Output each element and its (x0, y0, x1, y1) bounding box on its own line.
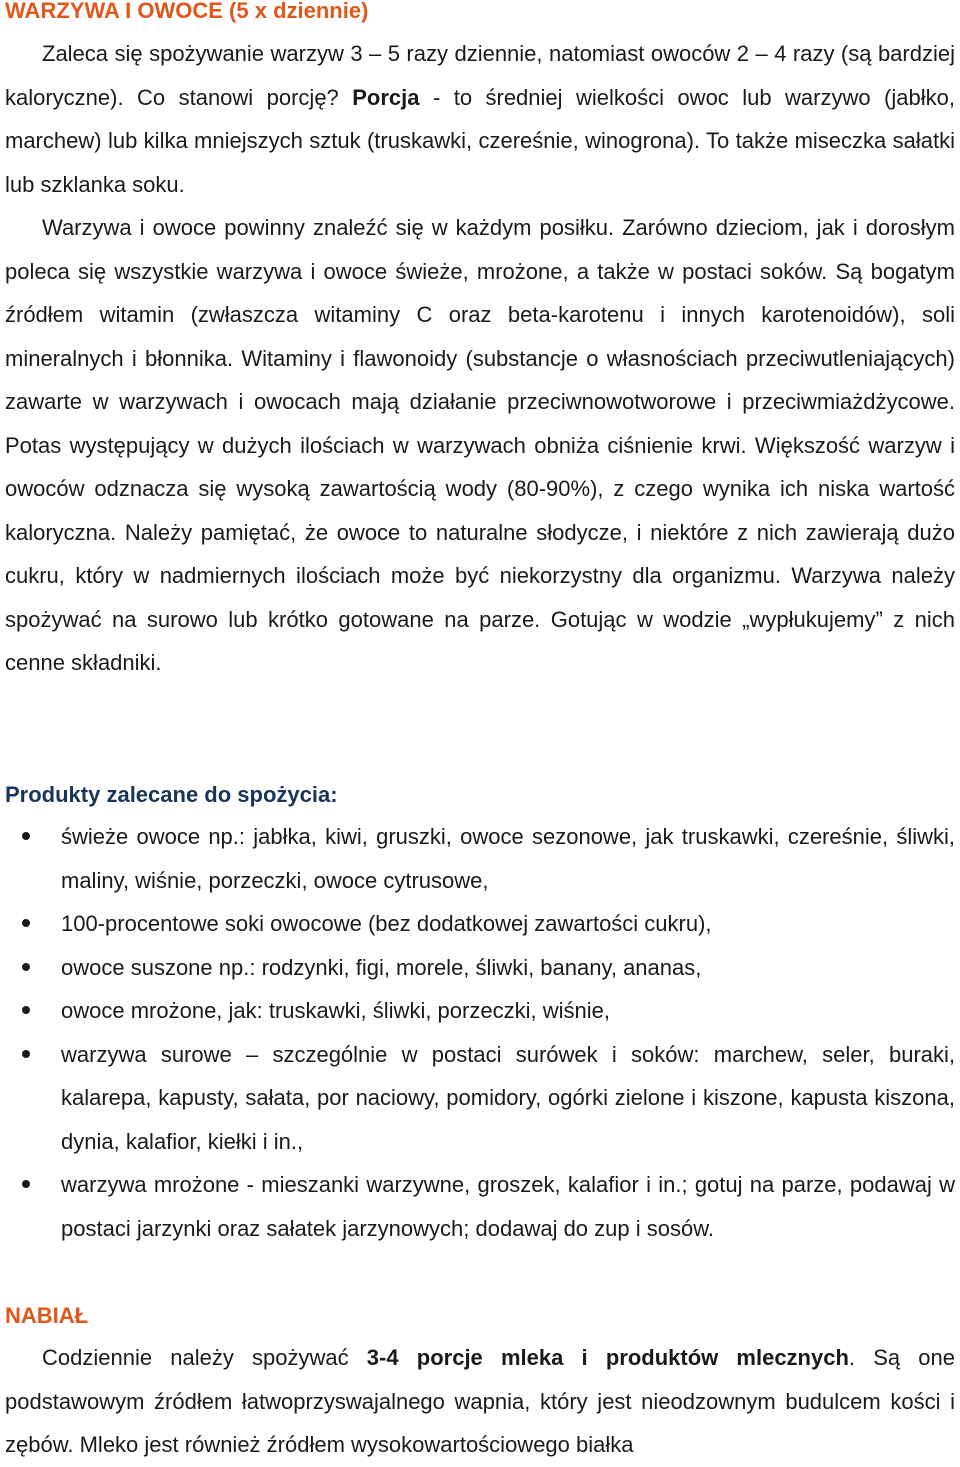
list-item (0, 946, 955, 990)
recommended-products-list (0, 815, 955, 1250)
paragraph-benefits: Warzywa i owoce powinny znaleźć się w każdym posiłku. Zarówno dzieciom, jak i dorosłym poleca się wszystkie warzywa i owoce świeże, mrożone, a także w postaci soków. Są bogatym źródłem witamin (zwłaszcza witaminy C oraz beta-karotenu i innych karotenoidów), soli mineralnych i błonnika. Witaminy i flawonoidy (substancje o własnościach przeciwutleniających) zawarte w warzywach i owocach mają działanie przeciwnowotworowe i przeciwmiażdżycowe. Potas występujący w dużych ilościach w warzywach obniża ciśnienie krwi. Większość warzyw i owoców odznacza się wysoką zawartością wody (80-90%), z czego wynika ich niska wartość kaloryczna. Należy pamiętać, że owoce to naturalne słodycze, i niektóre z nich zawierają dużo cukru, który w nadmiernych ilościach może być niekorzystny dla organizmu. Warzywa należy spożywać na surowo lub krótko gotowane na parze. Gotując w wodzie „wypłukujemy” z nich cenne składniki. (5, 215, 955, 675)
list-item (0, 815, 955, 902)
bullet-icon (22, 1180, 30, 1188)
bullet-icon (22, 963, 30, 971)
list-item (0, 902, 955, 946)
paragraph-text: - to średniej wielkości owoc lub warzywo (jabłko, marchew) lub kilka mniejszych sztuk (truskawki, czereśnie, winogrona). To także miseczka sałatki lub szklanka soku. (5, 84, 955, 197)
paragraph-text: Zaleca się spożywanie warzyw 3 – 5 razy dziennie, natomiast owoców 2 – 4 razy (są bardziej kaloryczne). Co stanowi porcję? (5, 41, 955, 110)
list-item (0, 1033, 955, 1164)
bullet-icon (22, 1050, 30, 1058)
bold-term-dairy-portions: 3-4 porcje mleka i produktów mlecznych (366, 1345, 849, 1370)
list-item-text: warzywa surowe – szczególnie w postaci surówek i soków: marchew, seler, buraki, kalarepa, kapusty, sałata, por naciowy, pomidory, ogórki zielone i kiszone, kapusta kiszona, dynia, kalafior, kiełki i in., (61, 1041, 955, 1154)
list-item-text: owoce suszone np.: rodzynki, figi, morele, śliwki, banany, ananas, (61, 954, 702, 980)
list-item (0, 989, 955, 1033)
section-heading-dairy: NABIAŁ (5, 1303, 89, 1328)
list-item-text: owoce mrożone, jak: truskawki, śliwki, porzeczki, wiśnie, (61, 998, 610, 1023)
list-item (0, 1163, 955, 1250)
bullet-icon (22, 1006, 30, 1014)
bold-term-portion: Porcja (352, 84, 420, 110)
paragraph-text: Codziennie należy spożywać (42, 1345, 367, 1370)
list-item-text: 100-procentowe soki owocowe (bez dodatkowej zawartości cukru), (61, 911, 712, 936)
section-heading-vegetables-fruits: WARZYWA I OWOCE (5 x dziennie) (5, 0, 369, 23)
bullet-icon (22, 919, 30, 927)
bullet-icon (22, 832, 30, 840)
section-heading-recommended-products: Produkty zalecane do spożycia: (5, 782, 338, 807)
list-item-text: warzywa mrożone - mieszanki warzywne, groszek, kalafior i in.; gotuj na parze, podawaj w postaci jarzynki oraz sałatek jarzynowych; dodawaj do zup i sosów. (61, 1172, 955, 1241)
paragraph-portion-info (5, 32, 955, 206)
paragraph-text: . Są one podstawowym źródłem łatwoprzyswajalnego wapnia, który jest nieodzownym budulcem kości i zębów. Mleko jest również źródłem wysokowartościowego białka (5, 1345, 956, 1457)
list-item-text: świeże owoce np.: jabłka, kiwi, gruszki, owoce sezonowe, jak truskawki, czereśnie, śliwki, maliny, wiśnie, porzeczki, owoce cytrusowe, (61, 824, 955, 893)
paragraph-dairy (5, 1336, 955, 1467)
